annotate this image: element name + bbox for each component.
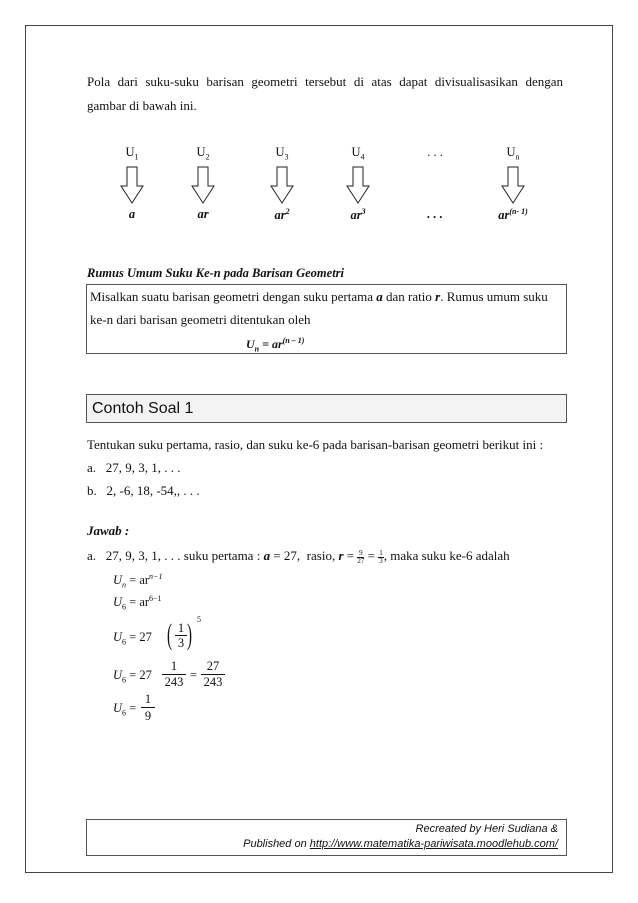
term-value: a [128, 207, 136, 221]
down-arrow-icon [191, 166, 215, 204]
diagram-column [400, 145, 470, 225]
term-value: $ar^{(n- 1)}$ [498, 207, 528, 223]
down-arrow-icon [270, 166, 294, 204]
footer-published: Published on http://www.matematika-pariwisata.moodlehub.com/ [243, 838, 558, 850]
term-label: $U_n$ [506, 145, 520, 162]
diagram-column [168, 145, 238, 225]
term-value: . . . [427, 207, 443, 221]
down-arrow-icon [120, 166, 144, 204]
example-item-b: b. 2, -6, 18, -54,, . . . [87, 483, 200, 498]
term-label: $U_3$ [275, 145, 289, 162]
footer-link[interactable]: http://www.matematika-pariwisata.moodlehub.com/ [309, 838, 558, 850]
down-arrow-icon [501, 166, 525, 204]
example-title: Contoh Soal 1 [92, 400, 194, 417]
answer-heading: Jawab : [87, 523, 130, 538]
answer-a-line: a. 27, 9, 3, 1, . . . suku pertama : a = 27, rasio, r = $\frac{9}{27}$ = $\frac{1}{3}$ , maka suku ke-6 adalah [87, 548, 510, 565]
term-label: $U_1$ [125, 145, 139, 162]
intro-line-2: gambar di bawah ini. [87, 98, 197, 113]
general-formula: $U_n = ar^{(n - 1)}$ [246, 336, 305, 354]
formula-line-1: Misalkan suatu barisan geometri dengan suku pertama a dan ratio r. Rumus umum suku [90, 289, 548, 304]
example-question: Tentukan suku pertama, rasio, dan suku ke-6 pada barisan-barisan geometri berikut ini : [87, 437, 544, 452]
down-arrow-icon [346, 166, 370, 204]
diagram-column [247, 145, 317, 225]
formula-heading: Rumus Umum Suku Ke-n pada Barisan Geometri [87, 266, 345, 280]
fraction-1-3: $\frac{1}{3}$ [379, 548, 383, 565]
term-label: $U_4$ [351, 145, 365, 162]
term-value: $ar^2$ [274, 207, 290, 223]
fraction-9-27: $\frac{9}{27}$ [357, 548, 365, 565]
intro-line-1: Pola dari suku-suku barisan geometri tersebut di atas dapat divisualisasikan dengan [87, 74, 563, 89]
diagram-column [97, 145, 167, 225]
diagram-column [478, 145, 548, 225]
step-1: $U_n = ar^{n-1}$ [113, 572, 163, 590]
formula-line-2: ke-n dari barisan geometri ditentukan oleh [90, 312, 311, 327]
footer-credit: Recreated by Heri Sudiana & [415, 823, 558, 835]
diagram-column [323, 145, 393, 225]
term-label: $U_2$ [196, 145, 210, 162]
term-label: . . . [427, 145, 443, 159]
term-value: $ar^3$ [350, 207, 366, 223]
step-2: $U_6 = ar^{6-1}$ [113, 594, 162, 612]
term-value: ar [197, 207, 209, 221]
example-item-a: a. 27, 9, 3, 1, . . . [87, 460, 181, 475]
